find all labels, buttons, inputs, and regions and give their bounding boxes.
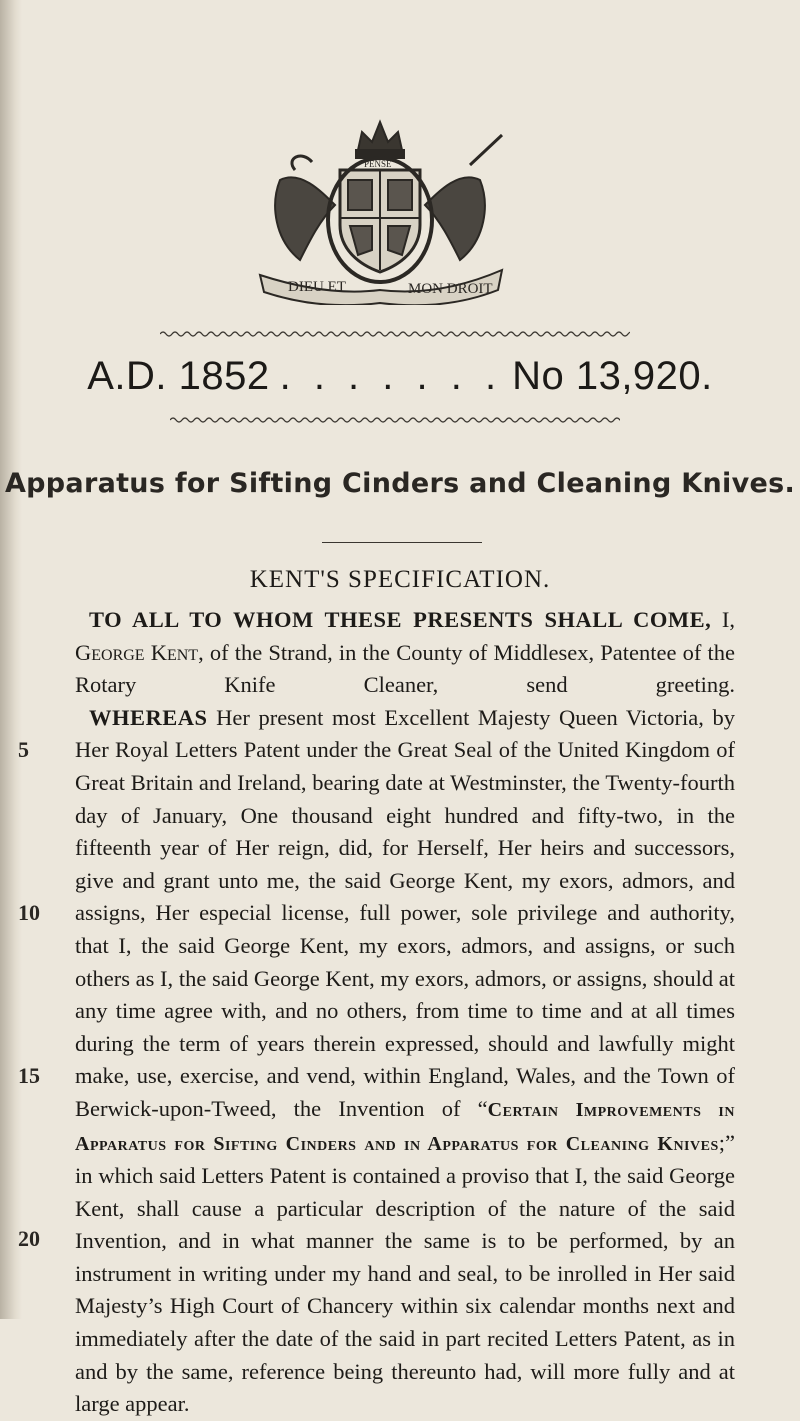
crest-motto-left: DIEU ET bbox=[288, 279, 346, 295]
crest-garter-text: PENSE bbox=[364, 159, 392, 169]
line-number: 5 bbox=[18, 737, 29, 762]
patent-number: No 13,920. bbox=[512, 354, 713, 398]
document-title: Apparatus for Sifting Cinders and Cleaning Knives. bbox=[4, 468, 796, 499]
line-number: 10 bbox=[18, 900, 40, 925]
greeting-paragraph bbox=[75, 604, 735, 702]
decorative-wave-top bbox=[160, 330, 630, 338]
greeting-text: of the Strand, in the County of Middlesex, Patentee of the Rotary Knife Cleaner, send greeting. bbox=[75, 639, 735, 698]
year-label: A.D. 1852 bbox=[87, 354, 270, 398]
title-rule bbox=[322, 542, 482, 543]
line-number: 15 bbox=[18, 1063, 40, 1088]
page-edge bbox=[0, 0, 22, 1319]
royal-crest-seal bbox=[240, 110, 520, 305]
specification-body bbox=[75, 604, 735, 1421]
invention-title: Certain Improvements in Apparatus for Sifting Cinders and in Apparatus for Cleaning Knives bbox=[75, 1098, 735, 1155]
greeting-pronoun: I, bbox=[721, 607, 735, 632]
whereas-lead: WHEREAS bbox=[89, 704, 208, 730]
specification-heading: KENT'S SPECIFICATION. bbox=[249, 566, 551, 593]
patentee-name: George Kent, bbox=[75, 639, 204, 665]
whereas-text-a: Her present most Excellent Majesty Queen Victoria, by Her Royal Letters Patent under the Great Seal of the United Kingdom of Great Britain and Ireland, bearing date at Westminster, the Twenty-fourth day of January, One thousand eight hundred and fifty-two, in the fifteenth year of Her reign, did, for Herself, Her heirs and successors, give and grant unto me, the said George Kent, my exors, admors, and assigns, Her especial license, full power, sole privilege and authority, that I, the said George Kent, my exors, admors, and assigns, or such others as I, the said George Kent, my exors, admors, or assigns, should at any time agree with, and no others, from time to time and at all times during the term of years therein expressed, should and lawfully might make, use, exercise, and vend, within England, Wales, and the Town of Berwick-upon-Tweed, the Invention of “ bbox=[75, 704, 735, 1121]
patent-number-heading bbox=[0, 354, 800, 399]
greeting-lead: TO ALL TO WHOM THESE PRESENTS SHALL COME, bbox=[89, 607, 712, 632]
decorative-wave-bottom bbox=[170, 416, 620, 424]
crest-motto-right: MON DROIT bbox=[408, 281, 493, 297]
whereas-text-b: ;” in which said Letters Patent is contained a proviso that I, the said George Kent, shall cause a particular description of the nature of the said Invention, and in what manner the same is to be performed, by an instrument in writing under my hand and seal, to be inrolled in Her said Majesty’s High Court of Chancery within six calendar months next and immediately after the date of the said in part recited Letters Patent, as in and by the same, reference being thereunto had, will more fully and at large appear. bbox=[75, 1129, 735, 1417]
leader-dots: . . . . . . . bbox=[279, 354, 503, 398]
line-number: 20 bbox=[18, 1226, 40, 1251]
whereas-paragraph bbox=[75, 702, 735, 1421]
